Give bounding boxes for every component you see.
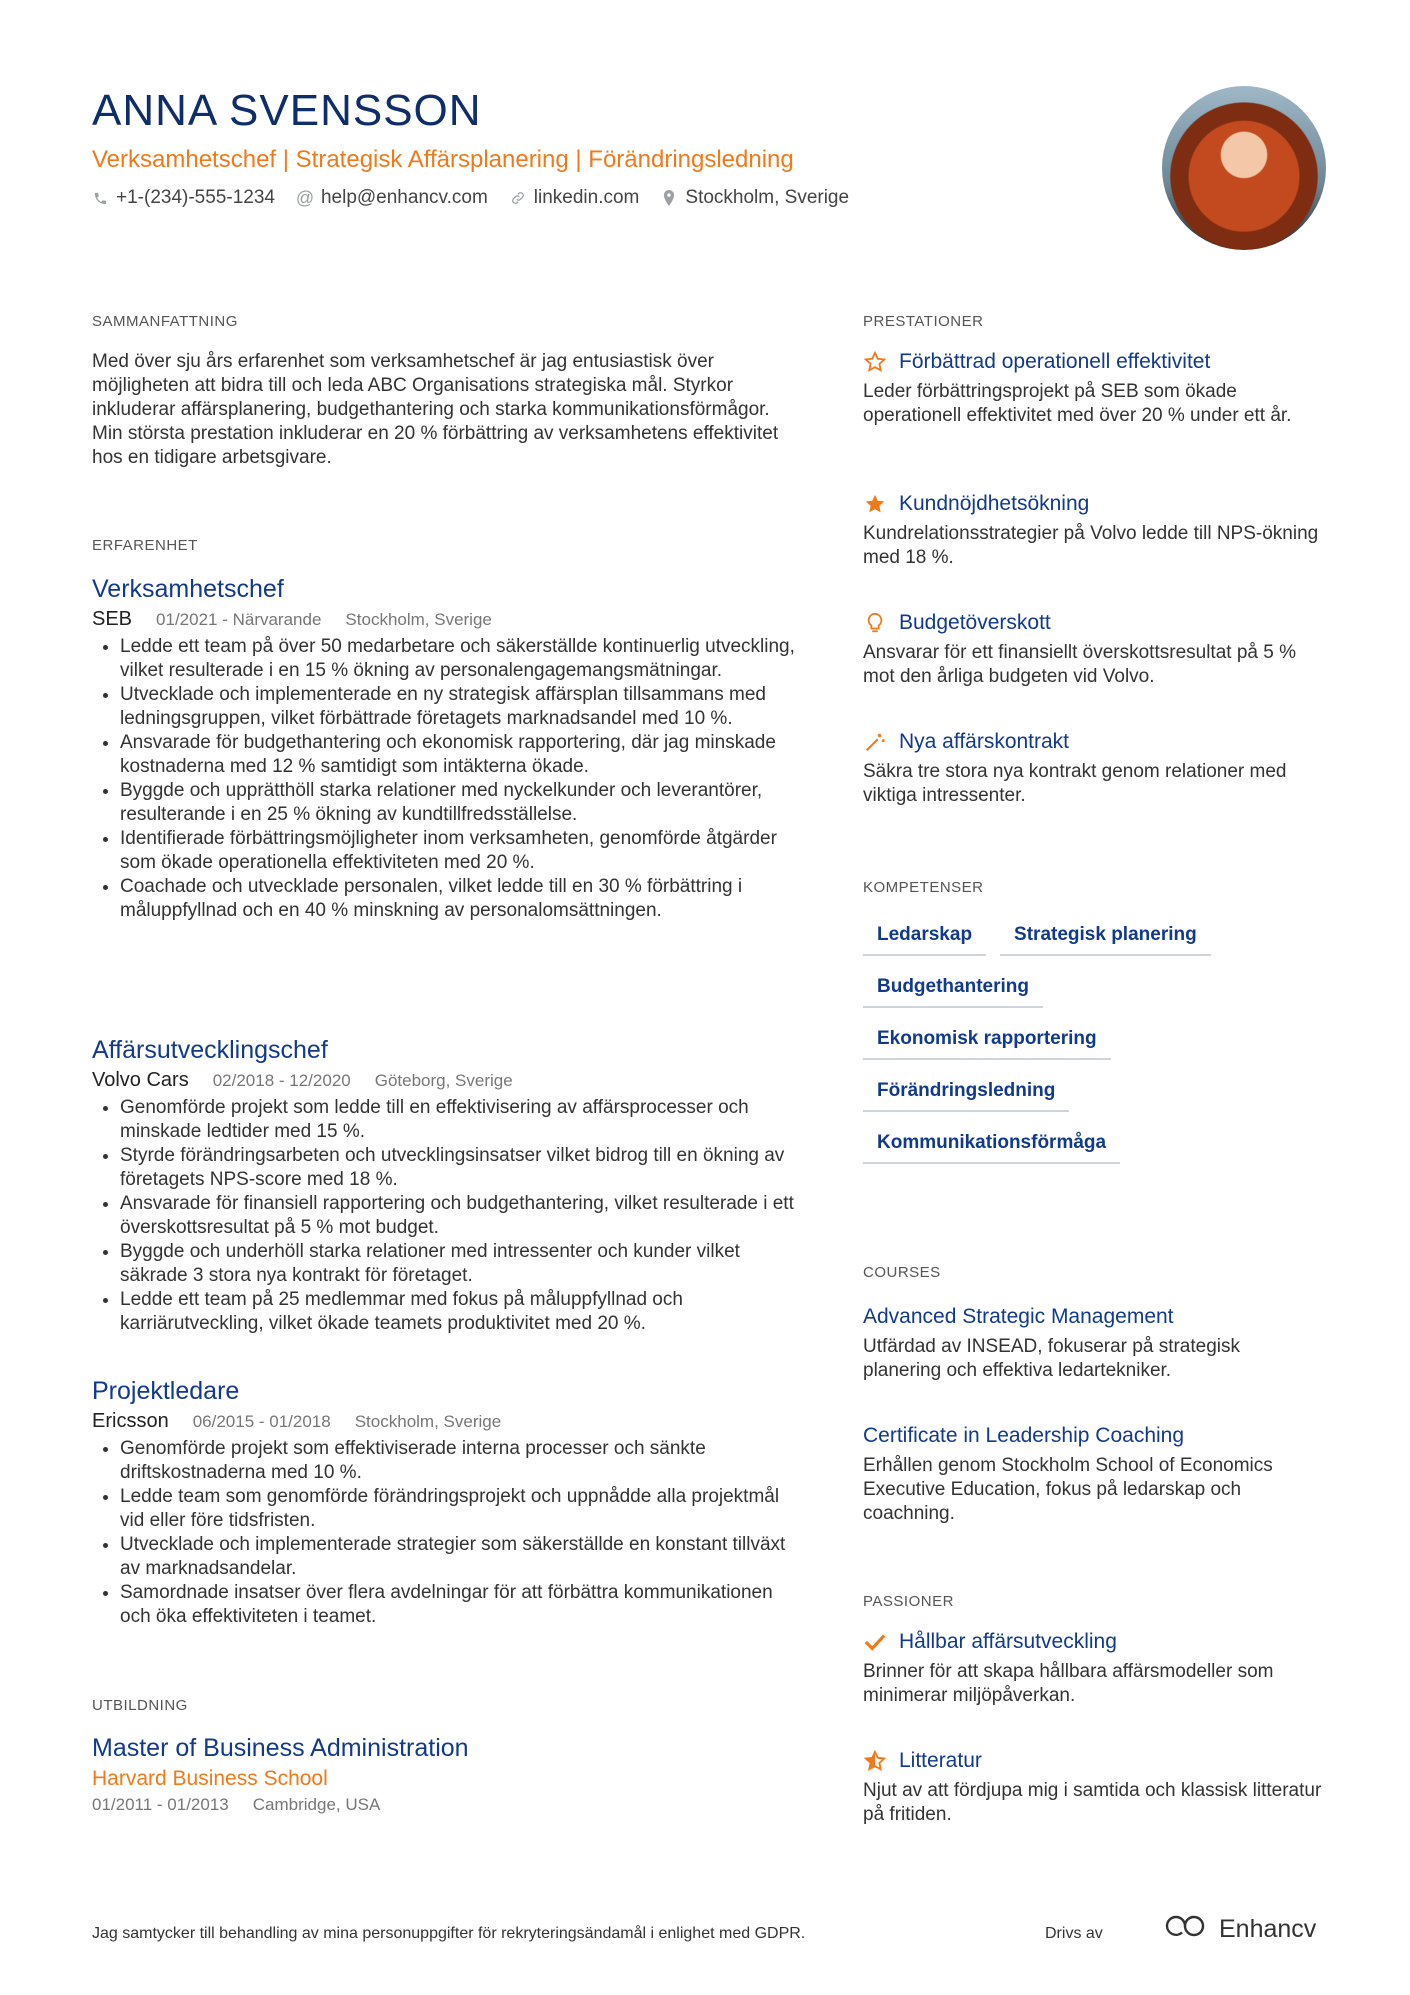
course-item [863, 1424, 1323, 1526]
job-title: Projektledare [92, 1377, 240, 1405]
magic-wand-icon [863, 730, 887, 754]
job-bullet: • Ansvarade för finansiell rapportering och budgethantering, vilket resulterade i ett överskottsresultat på 5 % mot budget. [120, 1192, 802, 1240]
job-company: SEB [92, 608, 133, 630]
passion-item [863, 1749, 1323, 1827]
skill-tag: Ledarskap [863, 918, 986, 956]
passion-item [863, 1630, 1323, 1708]
job-bullet: • Byggde och upprätthöll starka relationer med nyckelkunder och leverantörer, resulterande i en 25 % ökning av kundtillfredsställelse. [120, 779, 802, 827]
achievement-head [863, 350, 1323, 374]
job-bullet: • Identifierade förbättringsmöjligheter inom verksamheten, genomförde åtgärder som ökade operationella effektiviteten med 20 %. [120, 827, 802, 875]
passion-title: Litteratur [899, 1749, 982, 1772]
job-location: Stockholm, Sverige [345, 610, 492, 629]
passion-head [863, 1749, 1323, 1773]
passion-desc: Brinner för att skapa hållbara affärsmodeller som minimerar miljöpåverkan. [863, 1661, 1274, 1706]
job-dates: 06/2015 - 01/2018 [192, 1412, 331, 1431]
brand-name: Enhancv [1219, 1915, 1317, 1943]
edu-dates: 01/2011 - 01/2013 [92, 1795, 229, 1814]
job-bullet: • Ansvarade för budgethantering och ekonomisk rapportering, där jag minskade kostnaderna med 12 % samtidigt som intäkterna ökade. [120, 731, 802, 779]
achievement-item [863, 611, 1323, 689]
achievement-desc: Säkra tre stora nya kontrakt genom relationer med viktiga intressenter. [863, 761, 1287, 806]
passion-desc: Njut av att fördjupa mig i samtida och klassisk litteratur på fritiden. [863, 1780, 1322, 1825]
contact-bar [92, 187, 849, 209]
job-bullet: • Ledde ett team på 25 medlemmar med fokus på måluppfyllnad och karriärutveckling, vilket ökade teamets produktivitet med 20 %. [120, 1288, 802, 1336]
achievement-item [863, 730, 1323, 808]
section-title-experience: ERFARENHET [92, 537, 198, 554]
job-entry-2 [92, 1036, 802, 1336]
job-entry-3 [92, 1377, 802, 1629]
email-text: help@enhancv.com [320, 187, 488, 208]
job-meta [92, 608, 802, 631]
brand-logo[interactable] [1165, 1914, 1316, 1945]
edu-degree: Master of Business Administration [92, 1734, 469, 1762]
passion-head [863, 1630, 1323, 1654]
achievement-title: Nya affärskontrakt [899, 730, 1070, 753]
job-bullet: • Styrde förändringsarbeten och utvecklingsinsatser vilket bidrog till en ökning av företagets NPS-score med 18 %. [120, 1144, 802, 1192]
job-entry-1 [92, 575, 802, 923]
candidate-headline: Verksamhetschef | Strategisk Affärsplanering | Förändringsledning [92, 146, 794, 173]
linkedin-text: linkedin.com [533, 187, 640, 208]
achievement-title: Budgetöverskott [899, 611, 1051, 634]
course-desc: Utfärdad av INSEAD, fokuserar på strategisk planering och effektiva ledartekniker. [863, 1336, 1240, 1381]
job-bullet: • Genomförde projekt som effektiviserade interna processer och sänkte driftskostnaderna med 10 %. [120, 1437, 802, 1485]
job-bullets [92, 1096, 802, 1336]
course-item [863, 1305, 1323, 1383]
job-bullet: • Ledde team som genomförde förändringsprojekt och uppnådde alla projektmål vid eller före tidsfristen. [120, 1485, 802, 1533]
contact-phone[interactable] [92, 187, 275, 209]
star-filled-icon [863, 492, 887, 516]
gdpr-consent: Jag samtycker till behandling av mina personuppgifter för rekryteringsändamål i enlighet med GDPR. [92, 1925, 806, 1942]
link-icon [510, 190, 526, 206]
section-title-passions: PASSIONER [863, 1593, 954, 1610]
section-title-skills: KOMPETENSER [863, 879, 984, 896]
job-meta [92, 1410, 802, 1433]
education-entry [92, 1734, 792, 1815]
job-dates: 01/2021 - Närvarande [156, 610, 322, 629]
phone-text: +1-(234)-555-1234 [116, 187, 275, 208]
section-title-achievements: PRESTATIONER [863, 313, 984, 330]
edu-school: Harvard Business School [92, 1767, 328, 1790]
contact-location [661, 187, 849, 209]
achievement-title: Kundnöjdhetsökning [899, 492, 1090, 515]
job-dates: 02/2018 - 12/2020 [212, 1071, 351, 1090]
achievement-item [863, 350, 1323, 428]
job-location: Göteborg, Sverige [374, 1071, 513, 1090]
job-bullet: • Utvecklade och implementerade strategier som säkerställde en konstant tillväxt av marknadsandelar. [120, 1533, 802, 1581]
skill-tag: Kommunikationsförmåga [863, 1126, 1120, 1164]
job-bullet: • Samordnade insatser över flera avdelningar för att förbättra kommunikationen och öka effektiviteten i teamet. [120, 1581, 802, 1629]
contact-linkedin[interactable] [510, 187, 640, 209]
achievement-title: Förbättrad operationell effektivitet [899, 350, 1211, 373]
edu-meta [92, 1795, 792, 1815]
contact-email[interactable] [297, 187, 488, 209]
skill-tag: Ekonomisk rapportering [863, 1022, 1111, 1060]
section-title-education: UTBILDNING [92, 1697, 188, 1714]
powered-by-label: Drivs av [1045, 1925, 1103, 1942]
achievement-desc: Ansvarar för ett finansiellt överskottsresultat på 5 % mot den årliga budgeten vid Volvo. [863, 642, 1296, 687]
summary-text: Med över sju års erfarenhet som verksamhetschef är jag entusiastisk över möjligheten att bidra till och leda ABC Organisations strategiska mål. Styrkor inkluderar affärsplanering, budgethantering och starka kommunikationsförmågor. Min största prestation inkluderar en 20 % förbättring av verksamhetens effektivitet hos en tidigare arbetsgivare. [92, 351, 779, 468]
job-company: Ericsson [92, 1410, 169, 1432]
achievement-desc: Kundrelationsstrategier på Volvo ledde till NPS-ökning med 18 %. [863, 523, 1319, 568]
skills-list [863, 918, 1333, 1178]
job-title: Affärsutvecklingschef [92, 1036, 328, 1064]
edu-location: Cambridge, USA [252, 1795, 381, 1814]
checkmark-icon [863, 1630, 887, 1654]
job-company: Volvo Cars [92, 1069, 189, 1091]
achievement-head [863, 492, 1323, 516]
job-bullet: • Genomförde projekt som ledde till en effektivisering av affärsprocesser och minskade ledtider med 15 %. [120, 1096, 802, 1144]
course-title: Certificate in Leadership Coaching [863, 1424, 1185, 1447]
skill-tag: Strategisk planering [1000, 918, 1211, 956]
job-bullets [92, 1437, 802, 1629]
course-title: Advanced Strategic Management [863, 1305, 1174, 1328]
achievement-head [863, 611, 1323, 635]
enhancv-logo-icon [1165, 1914, 1211, 1945]
achievement-item [863, 492, 1323, 570]
achievement-desc: Leder förbättringsprojekt på SEB som ökade operationell effektivitet med över 20 % under ett år. [863, 381, 1292, 426]
achievement-head [863, 730, 1323, 754]
phone-icon [92, 190, 108, 206]
lightbulb-icon [863, 611, 887, 635]
job-location: Stockholm, Sverige [354, 1412, 502, 1431]
passion-title: Hållbar affärsutveckling [899, 1630, 1117, 1653]
section-title-courses: COURSES [863, 1264, 941, 1281]
half-star-icon [863, 1749, 887, 1773]
skill-tag: Förändringsledning [863, 1074, 1069, 1112]
job-title: Verksamhetschef [92, 575, 284, 603]
job-bullet: • Coachade och utvecklade personalen, vilket ledde till en 30 % förbättring i måluppfyllnad och en 40 % minskning av personalomsättningen. [120, 875, 802, 923]
profile-photo [1162, 86, 1326, 250]
job-meta [92, 1069, 802, 1092]
job-bullet: • Byggde och underhöll starka relationer med intressenter och kunder vilket säkrade 3 stora nya kontrakt för företaget. [120, 1240, 802, 1288]
job-bullets [92, 635, 802, 923]
skill-tag: Budgethantering [863, 970, 1043, 1008]
location-text: Stockholm, Sverige [685, 187, 850, 208]
location-pin-icon [661, 190, 677, 206]
candidate-name: ANNA SVENSSON [92, 86, 482, 135]
job-bullet: • Ledde ett team på över 50 medarbetare och säkerställde kontinuerlig utveckling, vilket resulterade i en 15 % ökning av personalengagemangsmätningar. [120, 635, 802, 683]
at-icon: @ [295, 187, 315, 208]
star-outline-icon [863, 350, 887, 374]
section-title-summary: SAMMANFATTNING [92, 313, 238, 330]
job-bullet: • Utvecklade och implementerade en ny strategisk affärsplan tillsammans med ledningsgruppen, vilket förbättrade företagets marknadsandel med 10 %. [120, 683, 802, 731]
course-desc: Erhållen genom Stockholm School of Economics Executive Education, fokus på ledarskap och coachning. [863, 1455, 1273, 1524]
